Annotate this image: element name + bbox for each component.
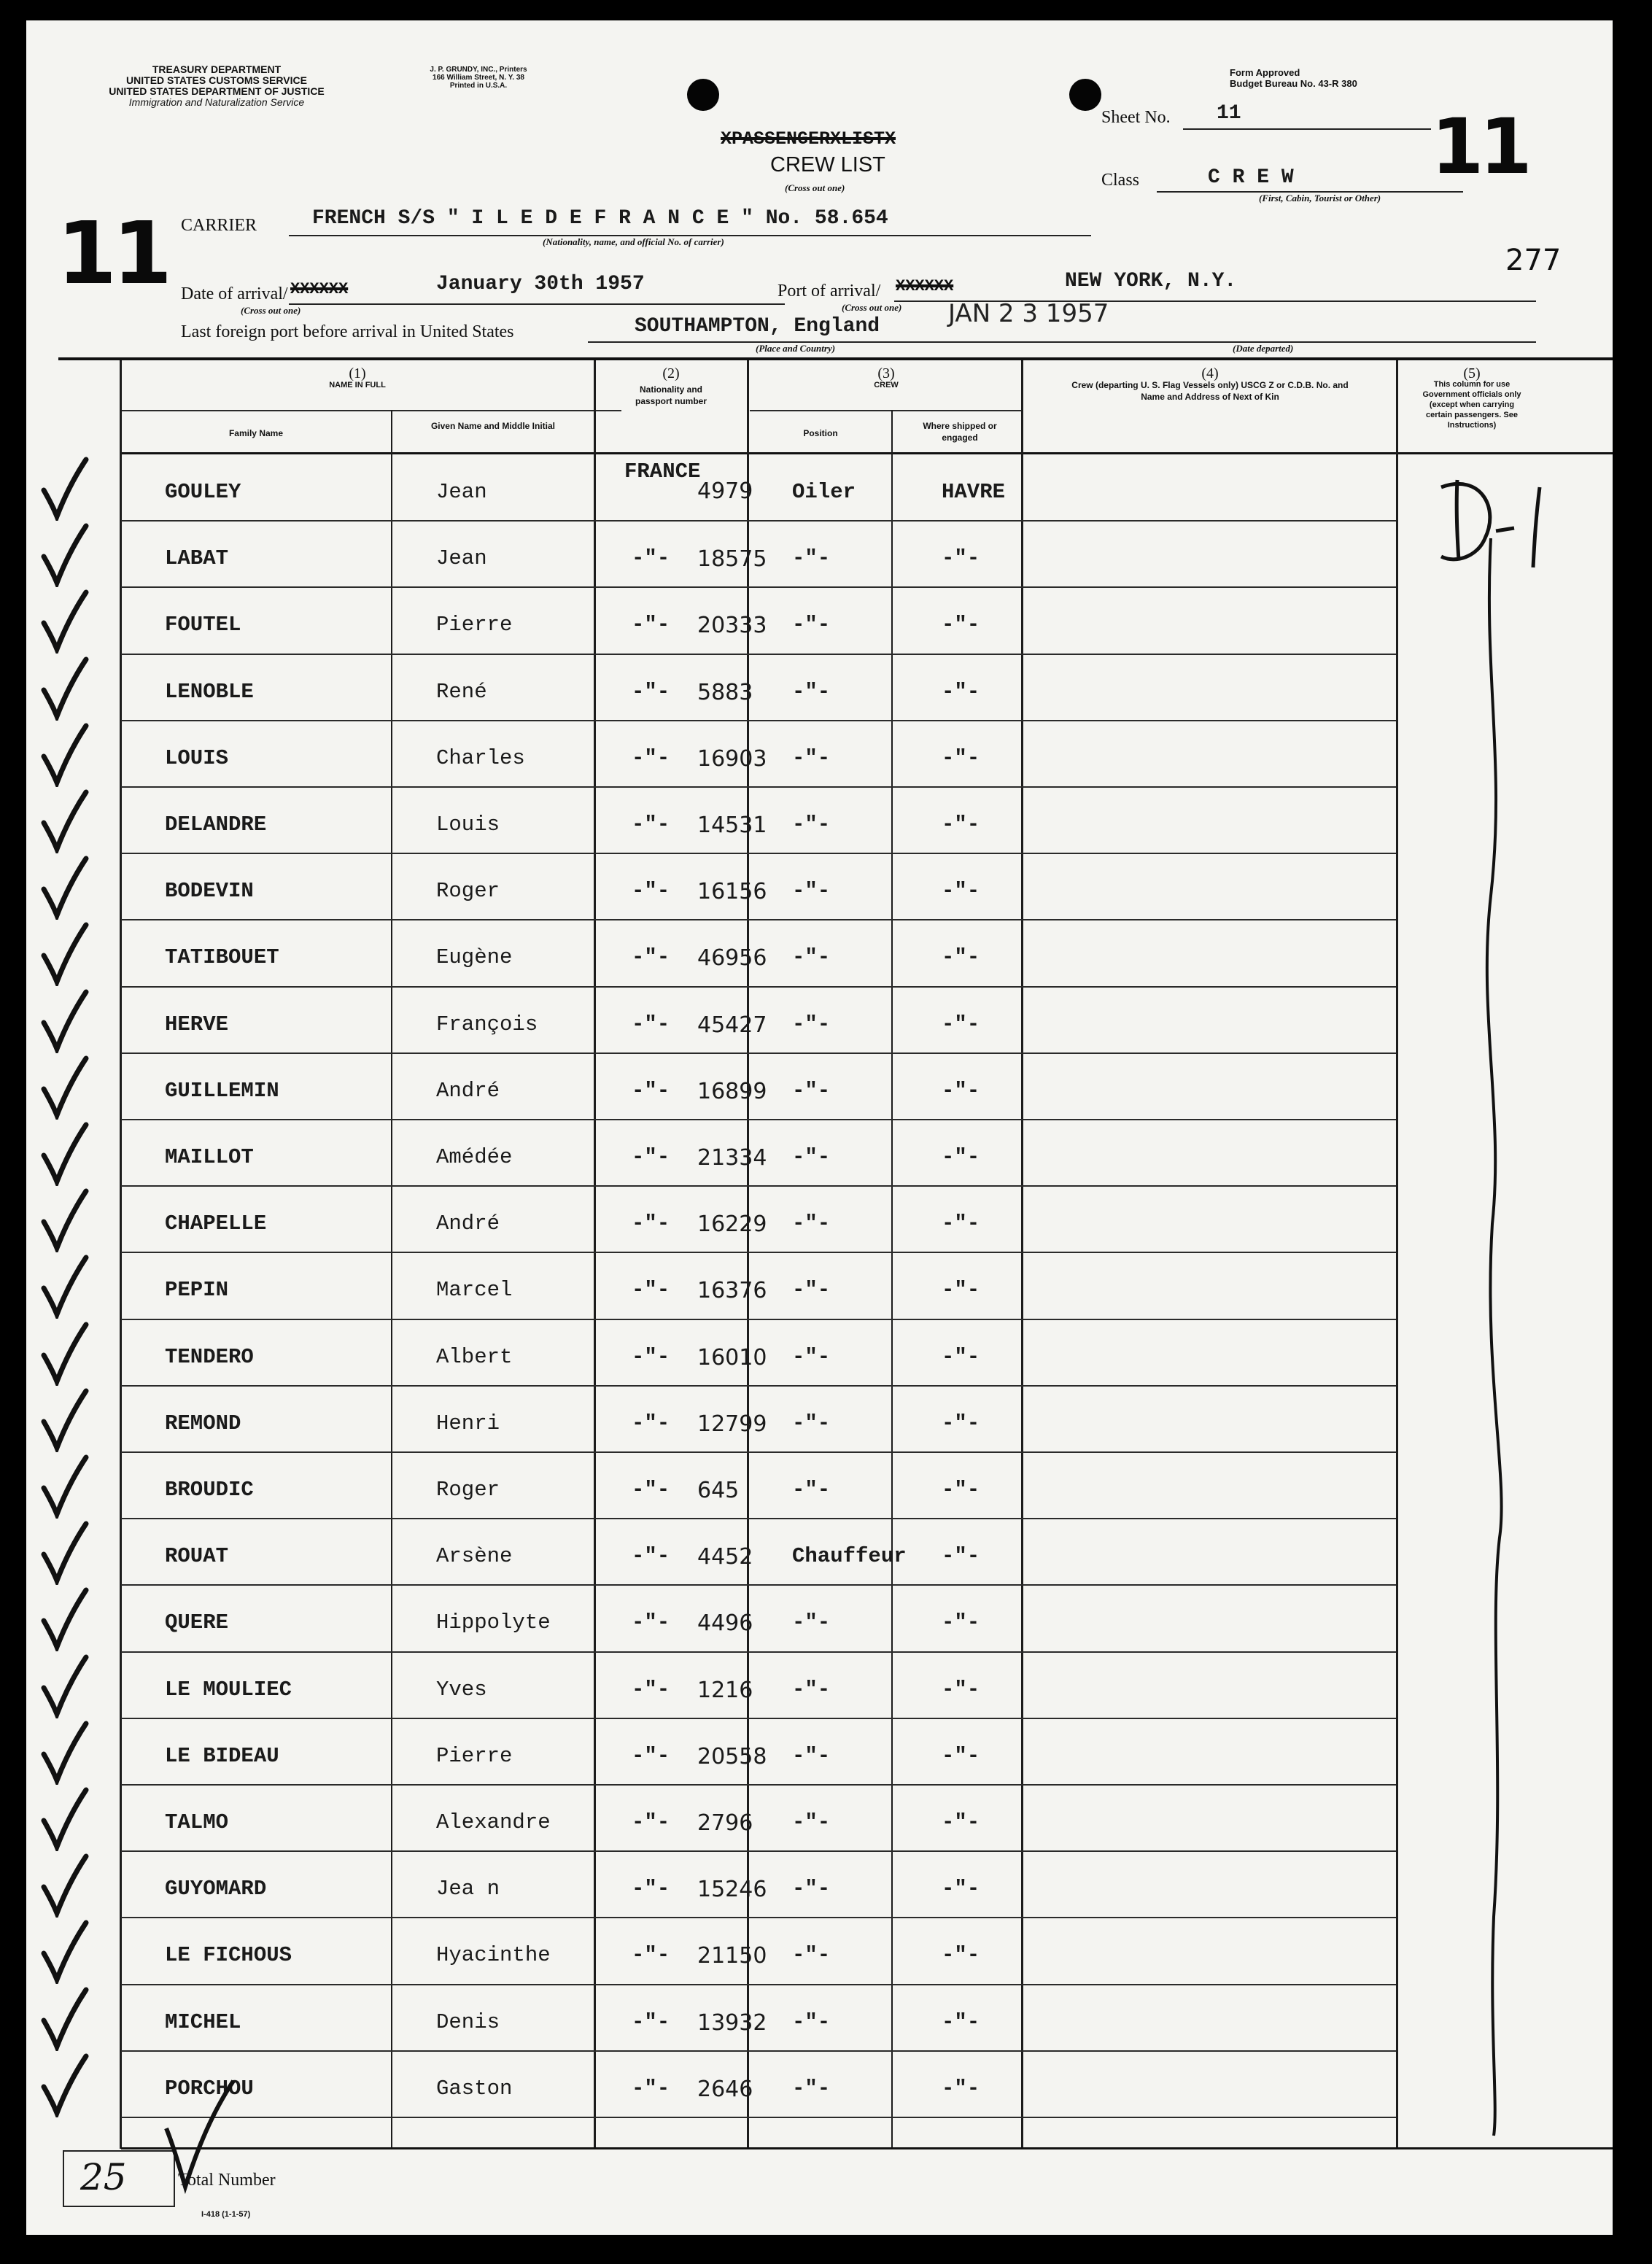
given-name-cell: Jean (436, 546, 487, 571)
given-name-cell: Henri (436, 1411, 500, 1435)
given-name-cell: Eugène (436, 945, 513, 970)
table-row (121, 988, 1613, 1054)
given-name-cell: Charles (436, 745, 525, 770)
given-name-cell: Yves (436, 1677, 487, 1702)
review-check-icon (39, 1387, 90, 1452)
where-shipped-cell: -"- (942, 1610, 980, 1635)
position-cell: -"- (792, 1411, 831, 1435)
nationality-cell: -"- (632, 1145, 670, 1169)
position-cell: -"- (792, 1743, 831, 1768)
where-shipped-cell: -"- (942, 1145, 980, 1169)
name-subheader-line (121, 410, 621, 411)
table-row (121, 455, 1613, 522)
review-check-icon (39, 1786, 90, 1851)
where-header: Where shipped or engaged (923, 421, 997, 443)
passport-number-cell: 1216 (697, 1677, 753, 1703)
crew-list-sheet (26, 20, 1613, 2235)
where-shipped-cell: -"- (942, 546, 980, 571)
review-check-icon (39, 1653, 90, 1718)
table-row (121, 1985, 1613, 2052)
agency-line: Immigration and Naturalization Service (128, 96, 305, 108)
family-name-cell: TENDERO (165, 1344, 254, 1369)
nationality-cell: -"- (632, 1544, 670, 1569)
left-big-number: 11 (57, 203, 168, 303)
position-cell: -"- (792, 879, 831, 904)
nationality-cell: -"- (632, 879, 670, 904)
review-check-icon (39, 1187, 90, 1252)
where-shipped-cell: -"- (942, 1810, 980, 1834)
nationality-cell: -"- (632, 613, 670, 637)
passport-number-cell: 13932 (697, 2009, 767, 2036)
list-type-note: (Cross out one) (785, 182, 845, 193)
where-shipped-cell: -"- (942, 879, 980, 904)
where-shipped-cell: -"- (942, 2009, 980, 2034)
col-5-number: (5) (1463, 365, 1481, 381)
passport-number-cell: 20558 (697, 1743, 767, 1769)
official-mark-d1 (1412, 458, 1587, 2150)
passport-number-cell: 15246 (697, 1877, 767, 1903)
review-check-icon (39, 1120, 90, 1186)
family-name-cell: LOUIS (165, 745, 229, 770)
carrier-label: CARRIER (181, 216, 257, 235)
family-name-header: Family Name (228, 428, 284, 438)
position-cell: -"- (792, 1344, 831, 1369)
agency-line: UNITED STATES DEPARTMENT OF JUSTICE (109, 85, 325, 97)
table-row (121, 920, 1613, 987)
table-row (121, 588, 1613, 654)
sheet-number: 11 (1217, 102, 1241, 125)
given-name-cell: Roger (436, 879, 500, 904)
review-check-icon (39, 1719, 90, 1785)
port-struck: XXXXXX (896, 277, 954, 295)
position-cell: -"- (792, 2076, 831, 2101)
position-cell: -"- (792, 613, 831, 637)
date-note: (Cross out one) (241, 305, 301, 316)
port-value: NEW YORK, N.Y. (1065, 270, 1237, 292)
position-cell: -"- (792, 1610, 831, 1635)
passport-number-cell: 5883 (697, 679, 753, 705)
col-2-title: Nationality and passport number (635, 384, 707, 406)
family-name-cell: MAILLOT (165, 1145, 254, 1169)
sheet-big-number: 11 (1431, 102, 1528, 191)
date-label: Date of arrival/ (181, 284, 288, 303)
passport-number-cell: 21150 (697, 1943, 767, 1969)
position-cell: -"- (792, 679, 831, 704)
col-4-title: Crew (departing U. S. Flag Vessels only) USCG Z or C.D.B. No. and Name and Address of Next of Kin (1071, 380, 1349, 402)
position-cell: -"- (792, 945, 831, 970)
nationality-cell: -"- (632, 1677, 670, 1702)
col-3-number: (3) (877, 365, 895, 381)
col-3-header (750, 365, 1023, 391)
where-shipped-cell: -"- (942, 1411, 980, 1435)
last-port-label: Last foreign port before arrival in United States (181, 322, 514, 341)
table-row (121, 1719, 1613, 1786)
given-name-cell: André (436, 1078, 500, 1103)
family-name-cell: BODEVIN (165, 879, 254, 904)
punch-hole-left (687, 79, 719, 111)
class-value: C R E W (1208, 166, 1294, 189)
position-cell: -"- (792, 546, 831, 571)
review-check-icon (39, 1320, 90, 1386)
given-name-cell: Marcel (436, 1278, 513, 1303)
given-name-cell: Hippolyte (436, 1610, 551, 1635)
review-check-icon (39, 2052, 90, 2117)
where-shipped-cell: -"- (942, 813, 980, 837)
position-cell: -"- (792, 1810, 831, 1834)
class-note: (First, Cabin, Tourist or Other) (1259, 193, 1381, 203)
sheet-label: Sheet No. (1101, 108, 1171, 127)
review-check-icon (39, 854, 90, 920)
given-name-cell: Arsène (436, 1544, 513, 1569)
agency-line: UNITED STATES CUSTOMS SERVICE (126, 74, 307, 86)
passport-number-cell: 46956 (697, 945, 767, 972)
passport-number-cell: 16010 (697, 1344, 767, 1371)
form-number: I-418 (1-1-57) (201, 2210, 251, 2219)
review-check-icon (39, 988, 90, 1053)
nationality-cell: -"- (632, 1212, 670, 1236)
family-name-cell: REMOND (165, 1411, 241, 1435)
passport-number-cell: 4979 (697, 478, 753, 504)
form-approved-line: Form Approved (1230, 67, 1300, 78)
review-check-icon (39, 1985, 90, 2051)
given-name-cell: André (436, 1212, 500, 1236)
position-cell: -"- (792, 1478, 831, 1502)
review-check-icon (39, 788, 90, 853)
nationality-cell: -"- (632, 2076, 670, 2101)
port-note: (Cross out one) (842, 302, 902, 313)
nationality-cell: -"- (632, 945, 670, 970)
passport-number-cell: 45427 (697, 1012, 767, 1038)
position-cell: -"- (792, 1877, 831, 1901)
position-cell: -"- (792, 1012, 831, 1036)
form-approved-block (1230, 67, 1357, 89)
where-shipped-cell: -"- (942, 1877, 980, 1901)
date-underline (289, 303, 785, 305)
given-name-header: Given Name and Middle Initial (430, 421, 556, 431)
table-row (121, 1387, 1613, 1453)
position-header: Position (803, 428, 838, 438)
agency-line: TREASURY DEPARTMENT (152, 63, 282, 75)
position-cell: -"- (792, 2009, 831, 2034)
position-cell: Chauffeur (792, 1544, 907, 1569)
family-name-cell: TALMO (165, 1810, 229, 1834)
printer-block (384, 66, 573, 90)
sheet-underline (1183, 128, 1431, 130)
passport-number-cell: 2646 (697, 2076, 753, 2102)
family-name-cell: LE FICHOUS (165, 1943, 292, 1968)
family-name-cell: MICHEL (165, 2009, 241, 2034)
given-name-cell: Amédée (436, 1145, 513, 1169)
family-name-cell: GUYOMARD (165, 1877, 267, 1901)
position-cell: Oiler (792, 480, 856, 504)
passport-number-cell: 21334 (697, 1145, 767, 1171)
nationality-cell: -"- (632, 813, 670, 837)
review-check-icon (39, 1054, 90, 1120)
review-check-icon (39, 1519, 90, 1585)
where-shipped-cell: -"- (942, 1078, 980, 1103)
nationality-cell: -"- (632, 1012, 670, 1036)
family-name-cell: LE BIDEAU (165, 1743, 279, 1768)
carrier-value: FRENCH S/S " I L E D E F R A N C E " No. 58.654 (312, 207, 888, 230)
given-name-cell: Jean (436, 480, 487, 504)
review-check-icon (39, 721, 90, 787)
nationality-cell: -"- (632, 1943, 670, 1968)
stamp-number: 277 (1505, 244, 1562, 277)
family-name-cell: LABAT (165, 546, 229, 571)
position-cell: -"- (792, 813, 831, 837)
col-1-title: NAME IN FULL (329, 381, 386, 389)
nationality-cell: -"- (632, 1877, 670, 1901)
position-cell: -"- (792, 1212, 831, 1236)
where-shipped-cell: -"- (942, 613, 980, 637)
table-row (121, 522, 1613, 588)
nationality-cell: -"- (632, 1411, 670, 1435)
given-name-cell: Pierre (436, 613, 513, 637)
table-row (121, 1786, 1613, 1852)
review-check-icon (39, 1586, 90, 1651)
col-2-header (598, 365, 744, 407)
review-check-icon (39, 1852, 90, 1918)
where-shipped-cell: HAVRE (942, 480, 1006, 504)
punch-hole-right (1069, 79, 1101, 111)
nationality-cell: -"- (632, 1610, 670, 1635)
review-check-icon (39, 920, 90, 986)
passport-number-cell: 16376 (697, 1278, 767, 1304)
position-cell: -"- (792, 745, 831, 770)
where-shipped-cell: -"- (942, 1478, 980, 1502)
nationality-cell: -"- (632, 745, 670, 770)
where-shipped-cell: -"- (942, 745, 980, 770)
table-row (121, 1918, 1613, 1985)
position-cell: -"- (792, 1078, 831, 1103)
table-row (121, 1453, 1613, 1519)
review-check-icon (39, 1253, 90, 1319)
nationality-cell: -"- (632, 679, 670, 704)
given-name-cell: Pierre (436, 1743, 513, 1768)
family-name-cell: PORCHOU (165, 2076, 254, 2101)
table-row (121, 1253, 1613, 1319)
where-shipped-cell: -"- (942, 1743, 980, 1768)
nationality-cell: -"- (632, 1743, 670, 1768)
col-4-header (1024, 365, 1396, 403)
passport-number-cell: 2796 (697, 1810, 753, 1836)
given-name-cell: Denis (436, 2009, 500, 2034)
table-row (121, 854, 1613, 920)
family-name-cell: DELANDRE (165, 813, 267, 837)
passport-number-cell: 4452 (697, 1544, 753, 1570)
col-4-number: (4) (1201, 365, 1219, 381)
where-shipped-cell: -"- (942, 1012, 980, 1036)
table-top-line (58, 357, 1613, 360)
given-name-cell: François (436, 1012, 538, 1036)
nationality-cell: -"- (632, 1078, 670, 1103)
family-name-cell: LE MOULIEC (165, 1677, 292, 1702)
family-name-cell: PEPIN (165, 1278, 229, 1303)
table-row (121, 655, 1613, 721)
class-label: Class (1101, 171, 1140, 190)
where-shipped-cell: -"- (942, 1544, 980, 1569)
family-name-cell: GUILLEMIN (165, 1078, 279, 1103)
passport-number-cell: 18575 (697, 546, 767, 573)
total-label: Total Number (178, 2171, 276, 2190)
table-row (121, 1320, 1613, 1387)
table-bottom-line (121, 2147, 1613, 2149)
position-cell: -"- (792, 1677, 831, 1702)
passport-number-cell: 14531 (697, 813, 767, 838)
family-name-cell: GOULEY (165, 480, 241, 504)
review-check-icon (39, 1918, 90, 1984)
crew-subheader-line (750, 410, 1023, 411)
where-shipped-cell: -"- (942, 2076, 980, 2101)
review-check-icon (39, 588, 90, 654)
nationality-cell: -"- (632, 1344, 670, 1369)
given-name-cell: Roger (436, 1478, 500, 1502)
passport-number-cell: 4496 (697, 1610, 753, 1637)
nationality-cell: -"- (632, 1810, 670, 1834)
form-approved-line: Budget Bureau No. 43-R 380 (1230, 78, 1357, 89)
where-shipped-cell: -"- (942, 1943, 980, 1968)
given-name-cell: Louis (436, 813, 500, 837)
given-name-cell: Gaston (436, 2076, 513, 2101)
family-name-cell: TATIBOUET (165, 945, 279, 970)
table-header-bottom-line (121, 452, 1613, 454)
col-2-number: (2) (662, 365, 680, 381)
col-3-title: CREW (874, 381, 899, 389)
port-label: Port of arrival/ (777, 282, 881, 301)
carrier-note: (Nationality, name, and official No. of carrier) (543, 236, 724, 247)
date-struck: XXXXXX (290, 280, 349, 298)
position-cell: -"- (792, 1145, 831, 1169)
row-divider (121, 2117, 1396, 2118)
passport-number-cell: 16229 (697, 1212, 767, 1238)
family-name-cell: ROUAT (165, 1544, 229, 1569)
date-departed-note: (Date departed) (1233, 343, 1294, 354)
passport-number-cell: 16903 (697, 745, 767, 772)
table-row (121, 788, 1613, 854)
table-row (121, 1852, 1613, 1918)
given-name-cell: Hyacinthe (436, 1943, 551, 1968)
family-name-cell: LENOBLE (165, 679, 254, 704)
given-name-cell: René (436, 679, 487, 704)
family-name-cell: CHAPELLE (165, 1212, 267, 1236)
passport-number-cell: 12799 (697, 1411, 767, 1437)
where-shipped-cell: -"- (942, 1344, 980, 1369)
review-check-icon (39, 655, 90, 721)
passport-number-cell: 20333 (697, 613, 767, 639)
position-cell: -"- (792, 1278, 831, 1303)
nationality-cell: FRANCE (624, 460, 701, 484)
printer-line: J. P. GRUNDY, INC., Printers (430, 66, 527, 74)
last-port-underline (588, 341, 1536, 343)
passport-number-cell: 16156 (697, 879, 767, 905)
where-shipped-cell: -"- (942, 1278, 980, 1303)
where-shipped-cell: -"- (942, 1677, 980, 1702)
table-row (121, 1653, 1613, 1719)
date-departed-stamp: JAN 2 3 1957 (948, 299, 1109, 328)
list-type-struck: XPASSENGERXLISTX (721, 128, 896, 150)
family-name-cell: FOUTEL (165, 613, 241, 637)
passport-number-cell: 16899 (697, 1078, 767, 1104)
nationality-cell: -"- (632, 1278, 670, 1303)
table-row (121, 1054, 1613, 1120)
review-check-icon (39, 522, 90, 587)
last-port-value: SOUTHAMPTON, England (635, 315, 880, 338)
col-1-header (121, 365, 594, 391)
last-port-note: (Place and Country) (756, 343, 836, 354)
nationality-cell: -"- (632, 2009, 670, 2034)
col-1-number: (1) (349, 365, 366, 381)
where-shipped-cell: -"- (942, 679, 980, 704)
family-name-cell: BROUDIC (165, 1478, 254, 1502)
table-row (121, 1120, 1613, 1187)
table-row (121, 1519, 1613, 1586)
given-name-cell: Jea n (436, 1877, 500, 1901)
list-type-title: CREW LIST (770, 153, 885, 177)
col-5-header (1399, 365, 1545, 430)
table-row (121, 1187, 1613, 1253)
table-row (121, 2052, 1613, 2118)
printer-line: 166 William Street, N. Y. 38 (433, 74, 524, 82)
col-5-title: This column for use Government officials only (except when carrying certain passengers. See Instructions) (1422, 380, 1521, 430)
printer-line: Printed in U.S.A. (449, 82, 508, 90)
nationality-cell: -"- (632, 546, 670, 571)
review-check-icon (39, 455, 90, 521)
agency-block (60, 64, 373, 108)
review-check-icon (39, 1453, 90, 1519)
date-value: January 30th 1957 (436, 273, 645, 295)
total-value: 25 (80, 2156, 127, 2198)
where-shipped-cell: -"- (942, 1212, 980, 1236)
given-name-cell: Alexandre (436, 1810, 551, 1834)
table-row (121, 1586, 1613, 1652)
family-name-cell: HERVE (165, 1012, 229, 1036)
position-cell: -"- (792, 1943, 831, 1968)
passport-number-cell: 645 (697, 1478, 740, 1503)
table-row (121, 721, 1613, 788)
family-name-cell: QUERE (165, 1610, 229, 1635)
given-name-cell: Albert (436, 1344, 513, 1369)
nationality-cell: -"- (632, 1478, 670, 1502)
where-shipped-cell: -"- (942, 945, 980, 970)
